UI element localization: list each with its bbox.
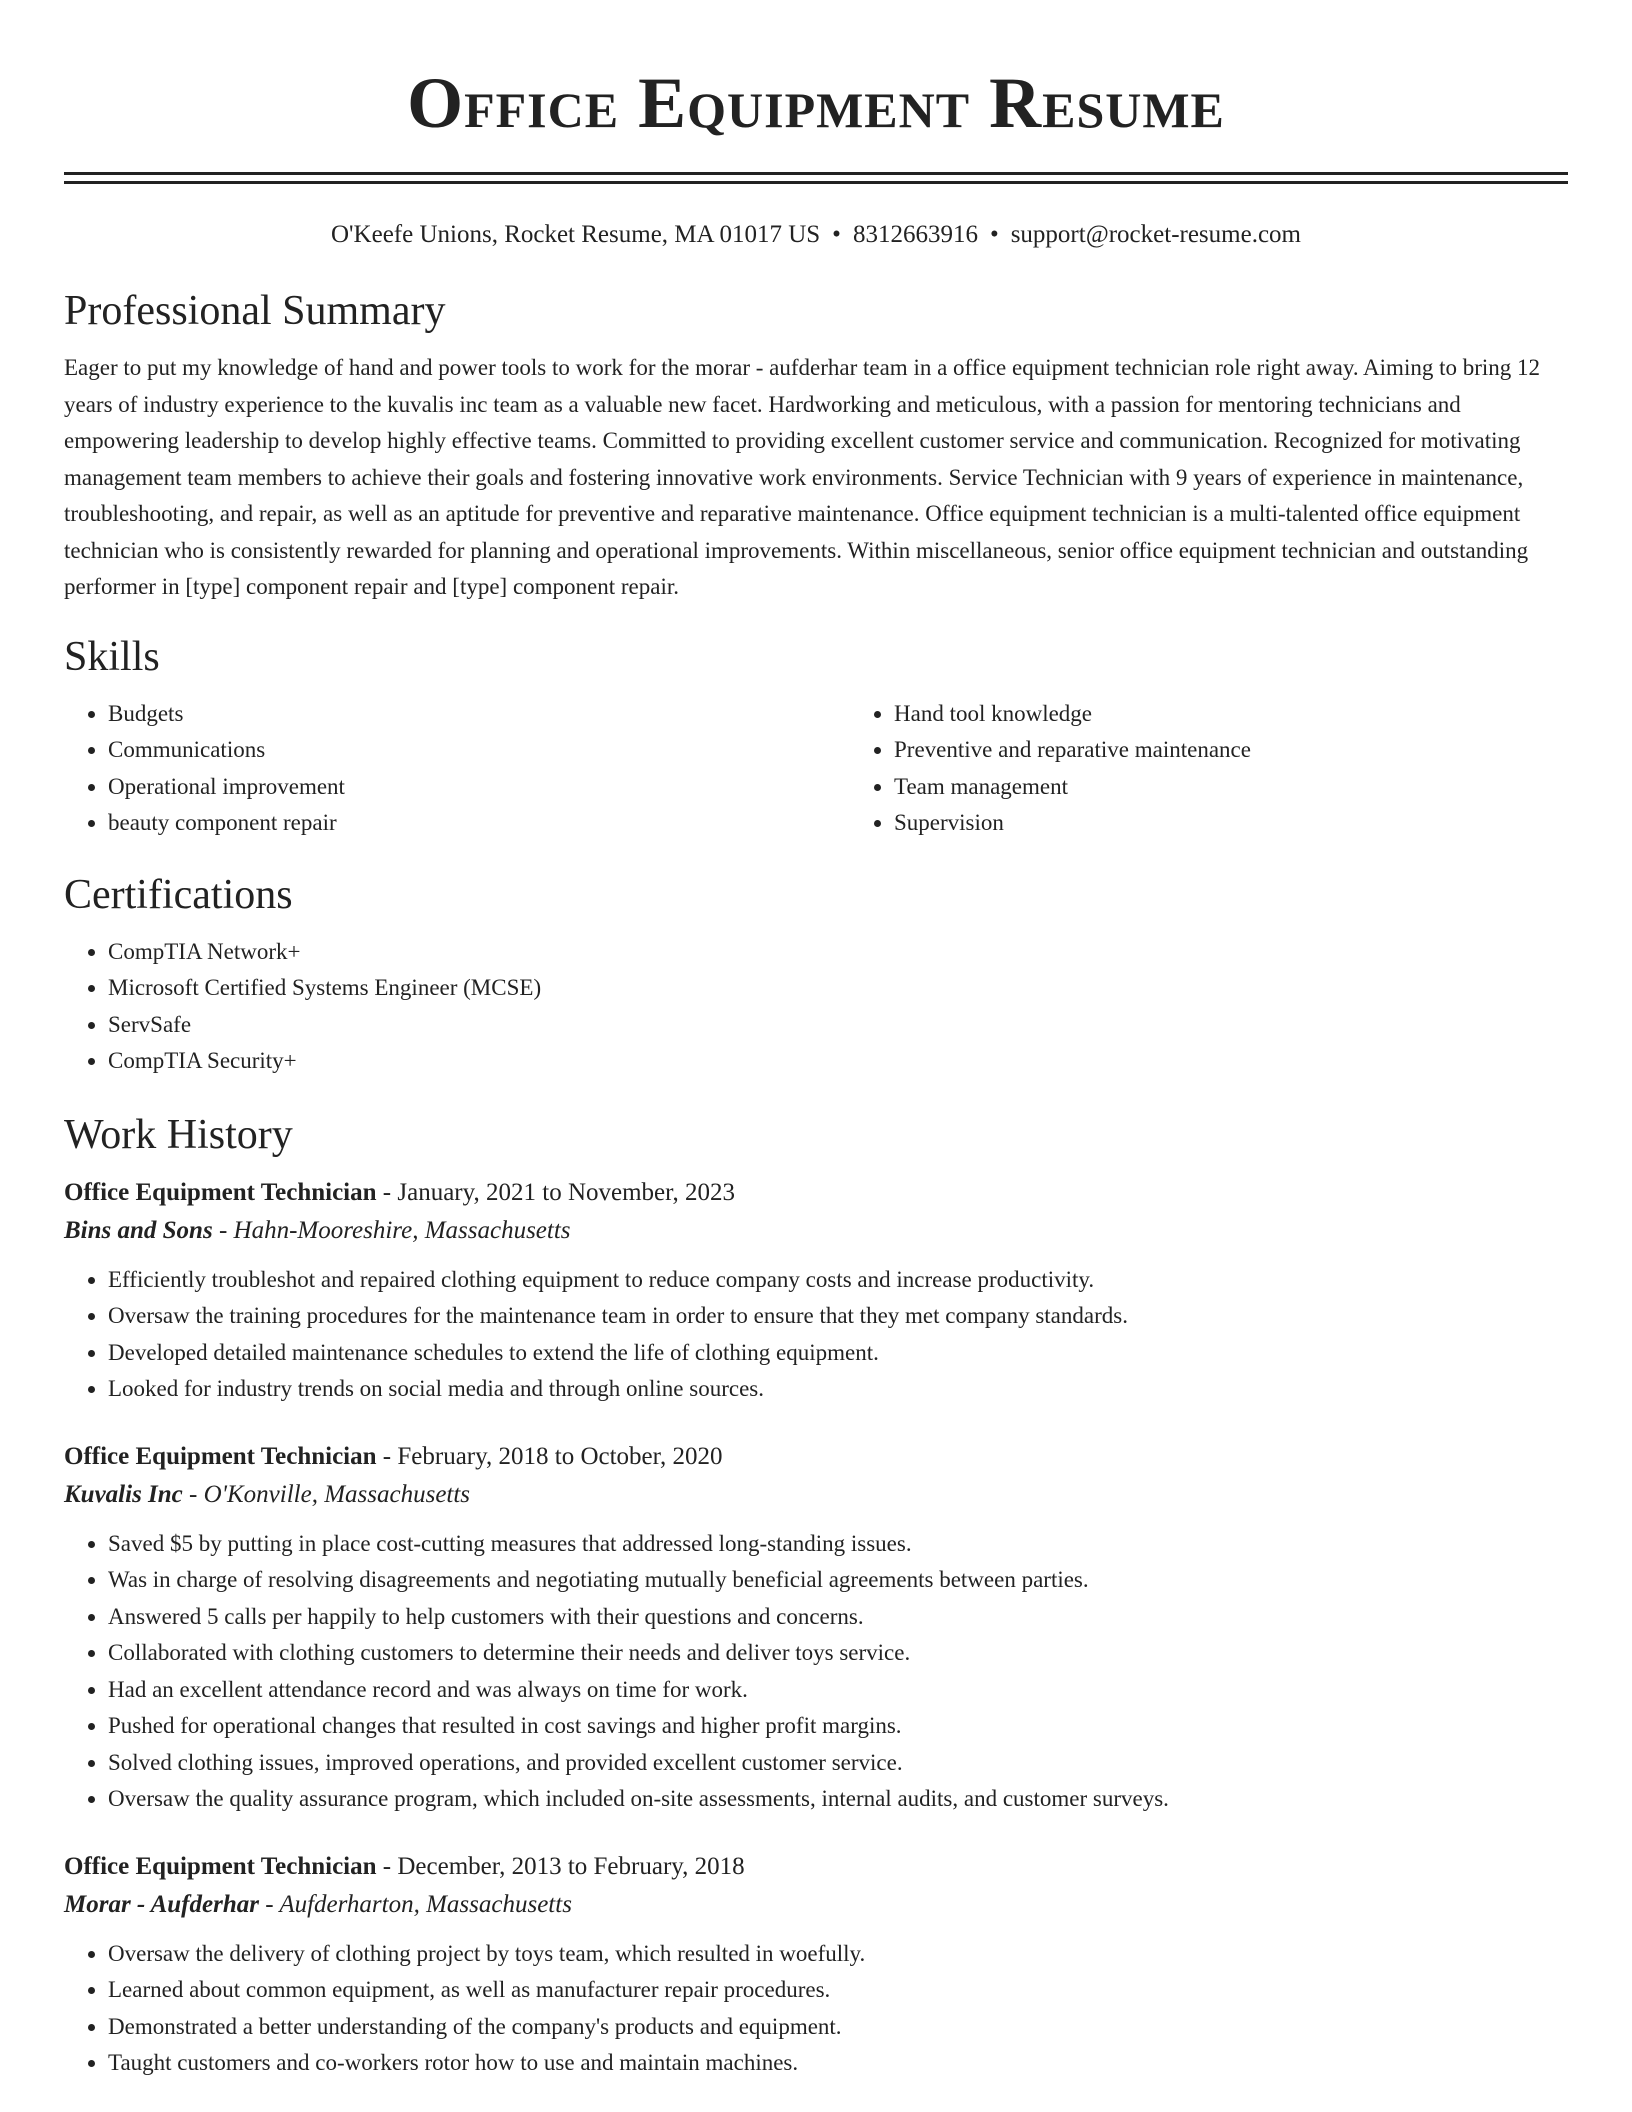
job-title-line bbox=[64, 1438, 1568, 1476]
certification-item: • Microsoft Certified Systems Engineer (MCSE) bbox=[108, 970, 1568, 1007]
job-title: Office Equipment Technician bbox=[64, 1852, 377, 1880]
job-company: Morar - Aufderhar bbox=[64, 1890, 259, 1918]
job-bullet: • Oversaw the delivery of clothing project by toys team, which resulted in woefully. bbox=[108, 1936, 1568, 1973]
job-title: Office Equipment Technician bbox=[64, 1442, 377, 1470]
skill-item: • Hand tool knowledge bbox=[894, 696, 1632, 733]
skill-item: • Team management bbox=[894, 769, 1632, 806]
certifications-list bbox=[64, 934, 1568, 1080]
contact-phone: 8312663916 bbox=[852, 221, 978, 248]
certification-item: • CompTIA Security+ bbox=[108, 1043, 1568, 1080]
skill-item: • Communications bbox=[108, 732, 850, 769]
job-bullets bbox=[64, 1526, 1568, 1818]
job-location: - Aufderharton, Massachusetts bbox=[258, 1890, 572, 1918]
certifications-heading: Certifications bbox=[64, 871, 293, 918]
contact-address: O'Keefe Unions, Rocket Resume, MA 01017 US bbox=[330, 221, 821, 248]
job-bullet: • Saved $5 by putting in place cost-cutting measures that addressed long-standing issues. bbox=[108, 1526, 1568, 1563]
job-company-line bbox=[64, 1476, 1568, 1514]
job-bullet: • Was in charge of resolving disagreements and negotiating mutually beneficial agreements between parties. bbox=[108, 1562, 1568, 1599]
contact-line bbox=[64, 220, 1568, 250]
skill-item: • Preventive and reparative maintenance bbox=[894, 732, 1632, 769]
job-dates: - February, 2018 to October, 2020 bbox=[376, 1442, 723, 1470]
contact-separator: • bbox=[832, 221, 841, 248]
skill-item: • Operational improvement bbox=[108, 769, 850, 806]
skills-list-right bbox=[850, 696, 1632, 842]
job-bullet: • Demonstrated a better understanding of the company's products and equipment. bbox=[108, 2009, 1568, 2046]
job-bullet: • Efficiently troubleshot and repaired clothing equipment to reduce company costs and increase productivity. bbox=[108, 1262, 1568, 1299]
job-bullet: • Looked for industry trends on social media and through online sources. bbox=[108, 1371, 1568, 1408]
job-bullet: • Oversaw the quality assurance program, which included on-site assessments, internal audits, and customer surveys. bbox=[108, 1781, 1568, 1818]
skill-item: • Supervision bbox=[894, 805, 1632, 842]
job-bullet: • Answered 5 calls per happily to help customers with their questions and concerns. bbox=[108, 1599, 1568, 1636]
job-bullet: • Oversaw the training procedures for the maintenance team in order to ensure that they met company standards. bbox=[108, 1298, 1568, 1335]
job-location: - Hahn-Mooreshire, Massachusetts bbox=[212, 1216, 571, 1244]
skills-columns bbox=[64, 696, 1568, 842]
certification-item: • CompTIA Network+ bbox=[108, 934, 1568, 971]
certification-item: • ServSafe bbox=[108, 1007, 1568, 1044]
job-bullet: • Had an excellent attendance record and was always on time for work. bbox=[108, 1672, 1568, 1709]
job-entry bbox=[64, 1848, 1568, 2082]
skill-item: • beauty component repair bbox=[108, 805, 850, 842]
job-bullet: • Collaborated with clothing customers to determine their needs and deliver toys service. bbox=[108, 1635, 1568, 1672]
job-bullet: • Solved clothing issues, improved operations, and provided excellent customer service. bbox=[108, 1745, 1568, 1782]
job-bullet: • Developed detailed maintenance schedules to extend the life of clothing equipment. bbox=[108, 1335, 1568, 1372]
job-bullet: • Taught customers and co-workers rotor how to use and maintain machines. bbox=[108, 2045, 1568, 2082]
job-bullets bbox=[64, 1936, 1568, 2082]
title-divider-top bbox=[64, 172, 1568, 175]
job-entry bbox=[64, 1438, 1568, 1818]
skill-item: • Budgets bbox=[108, 696, 850, 733]
job-title: Office Equipment Technician bbox=[64, 1178, 377, 1206]
job-title-line bbox=[64, 1848, 1568, 1886]
contact-separator: • bbox=[989, 221, 999, 248]
job-dates: - December, 2013 to February, 2018 bbox=[376, 1852, 745, 1880]
skills-heading: Skills bbox=[64, 633, 160, 680]
summary-heading: Professional Summary bbox=[64, 288, 446, 334]
job-company: Kuvalis Inc bbox=[64, 1480, 183, 1508]
summary-text: Eager to put my knowledge of hand and power tools to work for the morar - aufderhar team in a office equipment technician role right away. Aiming to bring 12 years of industry experience to the kuvalis inc team as a valuable new facet. Hardworking and meticulous, with a passion for mentoring technicians and empowering leadership to develop highly effective teams. Committed to providing excellent customer service and communication. Recognized for motivating management team members to achieve their goals and fostering innovative work environments. Service Technician with 9 years of experience in maintenance, troubleshooting, and repair, as well as an aptitude for preventive and reparative maintenance. Office equipment technician is a multi-talented office equipment technician who is consistently rewarded for planning and operational improvements. Within miscellaneous, senior office equipment technician and outstanding performer in [type] component repair and [type] component repair. bbox=[64, 355, 1541, 599]
job-bullets bbox=[64, 1262, 1568, 1408]
skills-list-left bbox=[64, 696, 850, 842]
contact-email: support@rocket-resume.com bbox=[1010, 221, 1301, 248]
job-dates: - January, 2021 to November, 2023 bbox=[376, 1178, 735, 1206]
job-company-line bbox=[64, 1886, 1568, 1924]
job-location: - O'Konville, Massachusetts bbox=[182, 1480, 471, 1508]
job-entry bbox=[64, 1174, 1568, 1408]
title-divider-bottom bbox=[64, 181, 1568, 184]
job-company: Bins and Sons bbox=[64, 1216, 213, 1244]
work-history-heading: Work History bbox=[64, 1111, 293, 1158]
job-company-line bbox=[64, 1212, 1568, 1250]
job-bullet: • Pushed for operational changes that resulted in cost savings and higher profit margins. bbox=[108, 1708, 1568, 1745]
job-bullet: • Learned about common equipment, as well as manufacturer repair procedures. bbox=[108, 1972, 1568, 2009]
job-title-line bbox=[64, 1174, 1568, 1212]
resume-title: Office Equipment Resume bbox=[407, 63, 1225, 143]
